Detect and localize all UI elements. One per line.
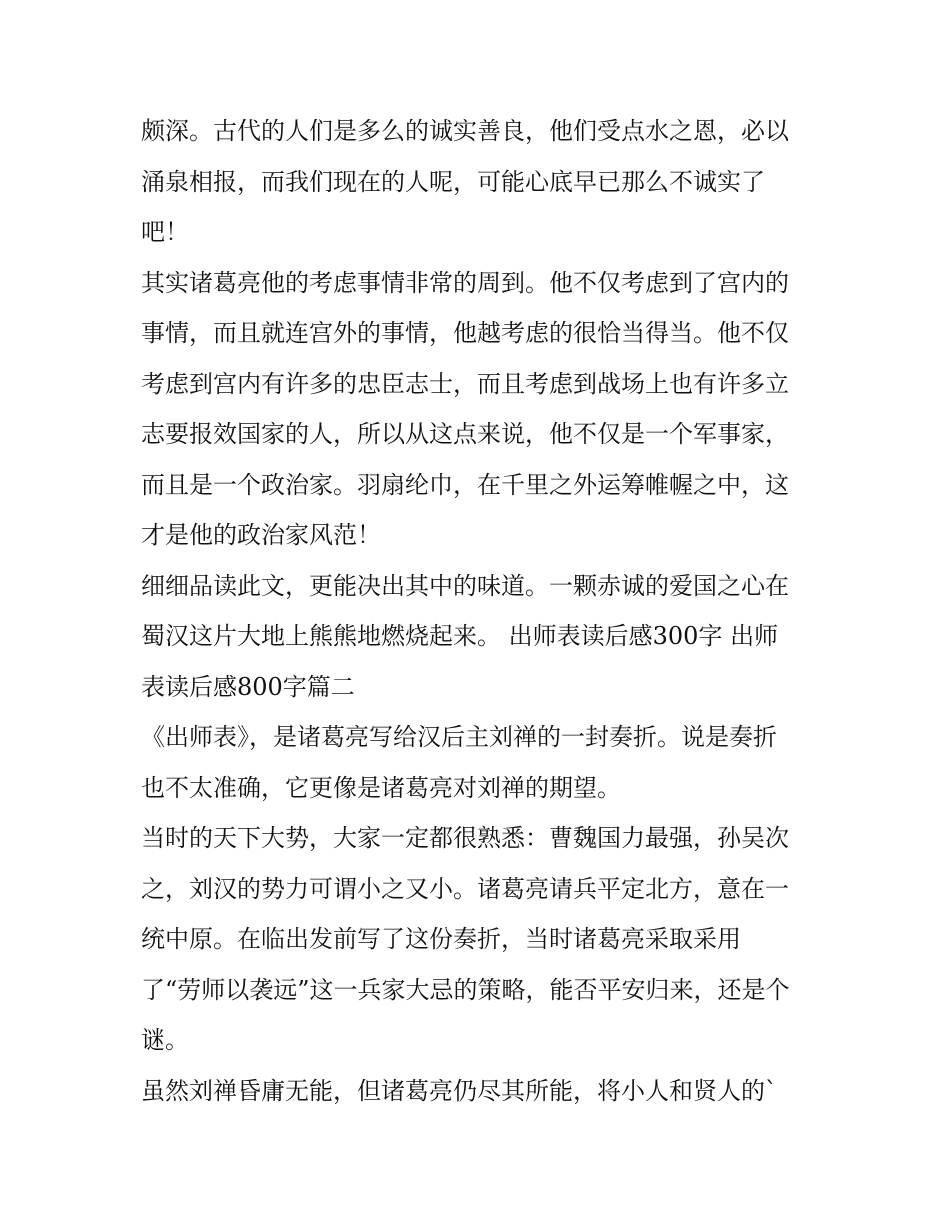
text-line: 了“劳师以袭远”这一兵家大忌的策略，能否平安归来，还是个 bbox=[141, 975, 790, 1004]
text-line: 当时的天下大势，大家一定都很熟悉：曹魏国力最强，孙吴次 bbox=[141, 824, 789, 852]
text-line: 涌泉相报，而我们现在的人呢，可能心底早已那么不诚实了 bbox=[141, 167, 765, 196]
text-line: 其实诸葛亮他的考虑事情非常的周到。他不仅考虑到了宫内的 bbox=[141, 268, 789, 297]
text-line: 之，刘汉的势力可谓小之又小。诸葛亮请兵平定北方，意在一 bbox=[141, 874, 789, 903]
text-line: 细细品读此文，更能决出其中的味道。一颗赤诚的爱国之心在 bbox=[141, 571, 789, 600]
body-text bbox=[141, 106, 816, 1116]
text-line: 吧！ bbox=[141, 218, 189, 246]
text-line: 《出师表》，是诸葛亮写给汉后主刘禅的一封奏折。说是奏折 bbox=[141, 723, 777, 751]
text-line: 蜀汉这片大地上熊熊地燃烧起来。 出师表读后感300字 出师 bbox=[141, 622, 779, 650]
text-line: 也不太准确，它更像是诸葛亮对刘禅的期望。 bbox=[141, 773, 621, 802]
text-line: 才是他的政治家风范！ bbox=[141, 521, 381, 549]
text-line: 统中原。在临出发前写了这份奏折，当时诸葛亮采取采用 bbox=[141, 925, 741, 953]
text-line: 而且是一个政治家。羽扇纶巾，在千里之外运筹帷幄之中，这 bbox=[141, 470, 789, 499]
text-line: 谜。 bbox=[141, 1026, 189, 1054]
text-line: 虽然刘禅昏庸无能，但诸葛亮仍尽其所能，将小人和贤人的` bbox=[141, 1076, 777, 1105]
text-line: 表读后感800字篇二 bbox=[141, 672, 355, 701]
text-line: 颇深。古代的人们是多么的诚实善良，他们受点水之恩，必以 bbox=[141, 117, 789, 145]
text-line: 志要报效国家的人，所以从这点来说，他不仅是一个军事家， bbox=[141, 420, 789, 448]
text-line: 事情，而且就连宫外的事情，他越考虑的很恰当得当。他不仅 bbox=[141, 319, 789, 347]
text-line: 考虑到宫内有许多的忠臣志士，而且考虑到战场上也有许多立 bbox=[141, 369, 789, 398]
